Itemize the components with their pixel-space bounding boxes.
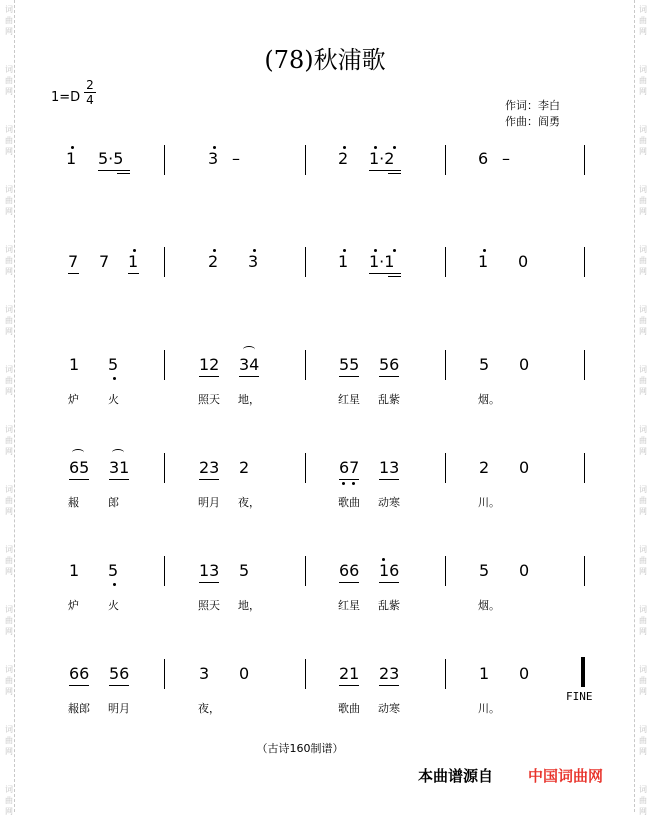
note: 1 xyxy=(69,355,80,374)
high-octave-dot xyxy=(213,249,216,252)
barline xyxy=(445,556,446,586)
underline-eighth xyxy=(199,376,219,377)
key-signature: 1=D xyxy=(51,90,81,105)
barline xyxy=(584,247,585,277)
barline xyxy=(584,350,585,380)
note: 55 xyxy=(339,355,360,374)
watermark-text: 词 曲 网 xyxy=(5,185,13,216)
note: 13 xyxy=(199,561,220,580)
underline-eighth xyxy=(239,376,259,377)
lyric: 川。 xyxy=(478,496,500,509)
high-octave-dot xyxy=(382,558,385,561)
lyricist-credit: 作词：李白 xyxy=(505,99,560,112)
underline-eighth xyxy=(369,273,401,274)
watermark-text: 词 曲 网 xyxy=(5,5,13,36)
underline-eighth xyxy=(379,376,399,377)
watermark-text: 词 曲 网 xyxy=(639,545,647,576)
note: 5·5 xyxy=(98,149,124,168)
watermark-text: 词 曲 网 xyxy=(639,485,647,516)
note: 3 xyxy=(199,664,210,683)
note: 3 xyxy=(248,252,259,271)
lyric: 红星 xyxy=(338,599,360,612)
watermark-text: 词 曲 网 xyxy=(639,425,647,456)
watermark-text: 词 曲 网 xyxy=(5,305,13,336)
rest: 0 xyxy=(519,458,530,477)
high-octave-dot xyxy=(213,146,216,149)
barline xyxy=(584,453,585,483)
lyric: 火 xyxy=(108,393,119,406)
note: 56 xyxy=(109,664,130,683)
lyric: 夜， xyxy=(238,496,260,509)
high-octave-dot xyxy=(483,249,486,252)
time-signature xyxy=(84,78,96,107)
underline-eighth xyxy=(68,273,79,274)
note: 5 xyxy=(239,561,250,580)
low-octave-dot xyxy=(113,583,116,586)
note: 16 xyxy=(379,561,400,580)
underline-eighth xyxy=(128,273,139,274)
barline xyxy=(445,145,446,175)
underline-eighth xyxy=(69,479,89,480)
underline-sixteenth xyxy=(388,173,401,174)
note: 66 xyxy=(69,664,90,683)
lyric: 地， xyxy=(238,599,260,612)
dash: – xyxy=(232,149,240,168)
lyric: 炉 xyxy=(68,599,79,612)
note: 1·1 xyxy=(369,252,395,271)
barline xyxy=(164,556,165,586)
lyric: 烟。 xyxy=(478,393,500,406)
barline xyxy=(445,247,446,277)
time-signature-lower: 4 xyxy=(84,92,96,107)
rest: 0 xyxy=(518,252,529,271)
barline xyxy=(305,556,306,586)
note: 34 xyxy=(239,355,260,374)
underline-eighth xyxy=(369,170,401,171)
note: 12 xyxy=(199,355,220,374)
note: 5 xyxy=(108,355,119,374)
barline xyxy=(305,247,306,277)
note: 1·2 xyxy=(369,149,395,168)
barline xyxy=(164,247,165,277)
low-octave-dot xyxy=(342,482,345,485)
watermark-text: 词 曲 网 xyxy=(5,65,13,96)
high-octave-dot xyxy=(71,146,74,149)
watermark-text: 词 曲 网 xyxy=(639,5,647,36)
note: 1 xyxy=(338,252,349,271)
tie-arc xyxy=(243,346,255,353)
watermark-text: 词 曲 网 xyxy=(5,605,13,636)
note: 2 xyxy=(338,149,349,168)
source-brand-link[interactable]: 中国词曲网 xyxy=(528,767,604,785)
lyric: 明月 xyxy=(198,496,220,509)
song-title: (78)秋浦歌 xyxy=(264,46,386,74)
low-octave-dot xyxy=(352,482,355,485)
note: 5 xyxy=(479,561,490,580)
note: 2 xyxy=(239,458,250,477)
barline xyxy=(305,145,306,175)
note: 56 xyxy=(379,355,400,374)
note: 23 xyxy=(379,664,400,683)
lyric: 歌曲 xyxy=(338,496,360,509)
note: 1 xyxy=(478,252,489,271)
underline-eighth xyxy=(339,479,359,480)
composer-credit: 作曲：阎勇 xyxy=(505,115,560,128)
note: 7 xyxy=(68,252,79,271)
underline-eighth xyxy=(339,376,359,377)
rest: 0 xyxy=(239,664,250,683)
note: 2 xyxy=(479,458,490,477)
barline xyxy=(164,350,165,380)
barline xyxy=(164,659,165,689)
watermark-text: 词 曲 网 xyxy=(5,785,13,816)
note: 21 xyxy=(339,664,360,683)
watermark-text: 词 曲 网 xyxy=(639,245,647,276)
underline-eighth xyxy=(379,582,399,583)
lyric: 炉 xyxy=(68,393,79,406)
watermark-text: 词 曲 网 xyxy=(639,785,647,816)
note: 1 xyxy=(66,149,77,168)
time-signature-upper: 2 xyxy=(86,78,94,92)
lyric: 照天 xyxy=(198,393,220,406)
note: 23 xyxy=(199,458,220,477)
lyric: 照天 xyxy=(198,599,220,612)
barline xyxy=(305,453,306,483)
barline xyxy=(445,659,446,689)
underline-eighth xyxy=(109,479,129,480)
fine-marker: FINE xyxy=(566,690,593,703)
barline xyxy=(164,453,165,483)
watermark-text: 词 曲 网 xyxy=(5,125,13,156)
note: 13 xyxy=(379,458,400,477)
underline-eighth xyxy=(199,479,219,480)
underline-eighth xyxy=(379,479,399,480)
note: 3 xyxy=(208,149,219,168)
high-octave-dot xyxy=(393,249,396,252)
barline xyxy=(164,145,165,175)
underline-eighth xyxy=(339,582,359,583)
high-octave-dot xyxy=(133,249,136,252)
note: 2 xyxy=(208,252,219,271)
note: 1 xyxy=(479,664,490,683)
watermark-text: 词 曲 网 xyxy=(639,725,647,756)
watermark-text: 词 曲 网 xyxy=(639,125,647,156)
high-octave-dot xyxy=(253,249,256,252)
watermark-text: 词 曲 网 xyxy=(639,185,647,216)
lyric: 乱紫 xyxy=(378,599,400,612)
note: 5 xyxy=(479,355,490,374)
tie-arc xyxy=(112,449,124,456)
underline-eighth xyxy=(98,170,130,171)
lyric: 夜， xyxy=(198,702,220,715)
barline xyxy=(445,350,446,380)
lyric: 明月 xyxy=(108,702,130,715)
footnote: （古诗160制谱） xyxy=(256,742,344,755)
high-octave-dot xyxy=(343,249,346,252)
watermark-text: 词 曲 网 xyxy=(5,425,13,456)
watermark-text: 词 曲 网 xyxy=(5,365,13,396)
note: 6 xyxy=(478,149,489,168)
underline-eighth xyxy=(109,685,129,686)
watermark-text: 词 曲 网 xyxy=(639,305,647,336)
lyric: 动寒 xyxy=(378,702,400,715)
source-label: 本曲谱源自 xyxy=(418,767,494,785)
watermark-text: 词 曲 网 xyxy=(5,245,13,276)
underline-eighth xyxy=(69,685,89,686)
rest: 0 xyxy=(519,664,530,683)
note: 1 xyxy=(69,561,80,580)
rest: 0 xyxy=(519,355,530,374)
underline-sixteenth xyxy=(388,276,401,277)
watermark-text: 词 曲 网 xyxy=(5,545,13,576)
lyric: 歌曲 xyxy=(338,702,360,715)
lyric: 火 xyxy=(108,599,119,612)
underline-eighth xyxy=(379,685,399,686)
lyric: 地， xyxy=(238,393,260,406)
watermark-text: 词 曲 网 xyxy=(5,725,13,756)
watermark-text: 词 曲 网 xyxy=(5,485,13,516)
lyric: 烟。 xyxy=(478,599,500,612)
lyric: 红星 xyxy=(338,393,360,406)
note: 5 xyxy=(108,561,119,580)
rest: 0 xyxy=(519,561,530,580)
high-octave-dot xyxy=(374,249,377,252)
note: 1 xyxy=(128,252,139,271)
final-barline xyxy=(581,657,585,687)
barline xyxy=(584,556,585,586)
note: 31 xyxy=(109,458,130,477)
high-octave-dot xyxy=(374,146,377,149)
high-octave-dot xyxy=(393,146,396,149)
barline xyxy=(305,659,306,689)
watermark-text: 词 曲 网 xyxy=(639,665,647,696)
lyric: 川。 xyxy=(478,702,500,715)
lyric: 赧郎 xyxy=(68,702,90,715)
watermark-text: 词 曲 网 xyxy=(639,605,647,636)
high-octave-dot xyxy=(343,146,346,149)
note: 66 xyxy=(339,561,360,580)
barline xyxy=(305,350,306,380)
lyric: 郎 xyxy=(108,496,119,509)
low-octave-dot xyxy=(113,377,116,380)
watermark-text: 词 曲 网 xyxy=(639,365,647,396)
tie-arc xyxy=(72,449,84,456)
lyric: 乱紫 xyxy=(378,393,400,406)
dash: – xyxy=(502,149,510,168)
lyric: 动寒 xyxy=(378,496,400,509)
note: 67 xyxy=(339,458,360,477)
underline-eighth xyxy=(199,582,219,583)
underline-eighth xyxy=(339,685,359,686)
lyric: 赧 xyxy=(68,496,79,509)
note: 7 xyxy=(99,252,110,271)
watermark-text: 词 曲 网 xyxy=(639,65,647,96)
barline xyxy=(584,145,585,175)
barline xyxy=(445,453,446,483)
watermark-text: 词 曲 网 xyxy=(5,665,13,696)
note: 65 xyxy=(69,458,90,477)
underline-sixteenth xyxy=(117,173,130,174)
